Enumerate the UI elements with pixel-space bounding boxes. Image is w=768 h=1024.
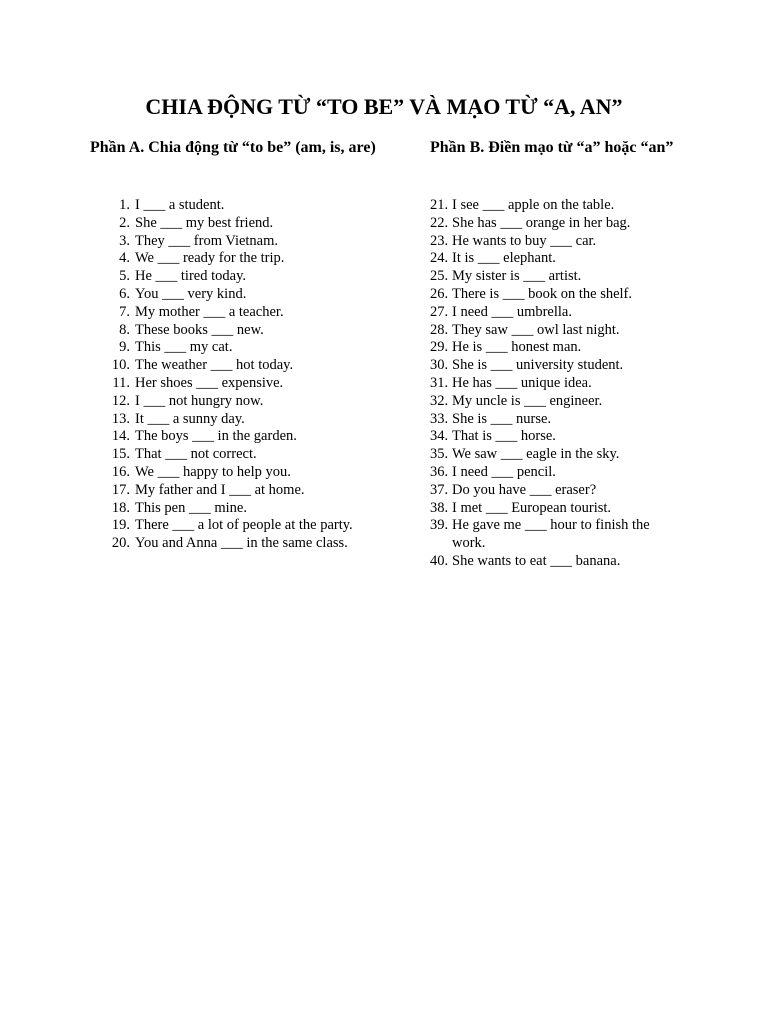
exercise-number: 31. <box>430 374 449 391</box>
exercise-number: 19. <box>111 517 130 534</box>
exercise-item <box>430 357 680 375</box>
exercise-text: The weather ___ hot today. <box>135 357 294 374</box>
exercise-number: 24. <box>430 250 449 267</box>
exercise-item <box>90 197 380 215</box>
exercise-text: It is ___ elephant. <box>452 250 556 267</box>
exercise-text: He has ___ unique idea. <box>452 374 592 391</box>
exercise-item <box>430 446 680 464</box>
exercise-item <box>90 393 380 411</box>
exercise-item <box>430 304 680 322</box>
exercise-item <box>430 233 680 251</box>
exercise-item <box>430 268 680 286</box>
exercise-item <box>430 197 680 215</box>
exercise-text: I met ___ European tourist. <box>452 499 612 516</box>
exercise-number: 3. <box>119 232 130 249</box>
exercise-text: My sister is ___ artist. <box>452 268 582 285</box>
exercise-item <box>430 215 680 233</box>
exercise-text: She is ___ nurse. <box>452 410 552 427</box>
exercise-text: He is ___ honest man. <box>452 339 582 356</box>
exercise-text: She wants to eat ___ banana. <box>452 552 621 569</box>
exercise-text: That ___ not correct. <box>135 446 257 463</box>
exercise-text: The boys ___ in the garden. <box>135 428 297 445</box>
exercise-number: 34. <box>430 428 449 445</box>
exercise-item <box>90 215 380 233</box>
exercise-text: You and Anna ___ in the same class. <box>135 535 348 552</box>
exercise-item <box>90 375 380 393</box>
exercise-number: 16. <box>111 463 130 480</box>
exercise-number: 27. <box>430 303 449 320</box>
exercise-text: It ___ a sunny day. <box>135 410 245 427</box>
exercise-item <box>90 411 380 429</box>
exercise-number: 2. <box>119 214 130 231</box>
exercise-number: 40. <box>430 552 449 569</box>
exercise-item <box>430 411 680 429</box>
exercise-item <box>430 339 680 357</box>
exercise-item <box>430 393 680 411</box>
exercise-text: We ___ happy to help you. <box>135 463 291 480</box>
exercise-item <box>430 250 680 268</box>
part-b-heading: Phần B. Điền mạo từ “a” hoặc “an” <box>430 139 674 156</box>
exercise-item <box>90 339 380 357</box>
exercise-item <box>90 357 380 375</box>
exercise-text: My uncle is ___ engineer. <box>452 392 603 409</box>
exercise-number: 33. <box>430 410 449 427</box>
exercise-number: 36. <box>430 463 449 480</box>
part-a-section <box>90 138 380 552</box>
exercise-number: 21. <box>430 197 449 213</box>
exercise-item <box>430 428 680 446</box>
exercise-item <box>430 286 680 304</box>
exercise-text: I need ___ umbrella. <box>452 303 572 320</box>
exercise-text: Do you have ___ eraser? <box>452 481 597 498</box>
exercise-item <box>90 322 380 340</box>
exercise-number: 13. <box>111 410 130 427</box>
exercise-text: I ___ a student. <box>135 197 225 213</box>
exercise-number: 8. <box>119 321 130 338</box>
exercise-number: 30. <box>430 357 449 374</box>
exercise-text: He ___ tired today. <box>135 268 247 285</box>
exercise-number: 23. <box>430 232 449 249</box>
exercise-item <box>90 250 380 268</box>
exercise-item <box>90 446 380 464</box>
exercise-text: This pen ___ mine. <box>135 499 247 516</box>
exercise-number: 28. <box>430 321 449 338</box>
exercise-item <box>90 268 380 286</box>
part-a-heading: Phần A. Chia động từ “to be” (am, is, are) <box>90 139 376 156</box>
exercise-text: There is ___ book on the shelf. <box>452 285 633 302</box>
exercise-text: I ___ not hungry now. <box>135 392 264 409</box>
exercise-text: She is ___ university student. <box>452 357 624 374</box>
exercise-item <box>430 500 680 518</box>
exercise-number: 25. <box>430 268 449 285</box>
exercise-number: 1. <box>119 197 130 213</box>
exercise-text: She has ___ orange in her bag. <box>452 214 631 231</box>
exercise-number: 35. <box>430 446 449 463</box>
exercise-text: I see ___ apple on the table. <box>452 197 615 213</box>
exercise-text: They saw ___ owl last night. <box>452 321 620 338</box>
exercise-number: 38. <box>430 499 449 516</box>
exercise-text: He gave me ___ hour to finish the work. <box>452 517 650 552</box>
exercise-number: 37. <box>430 481 449 498</box>
exercise-text: She ___ my best friend. <box>135 214 274 231</box>
exercise-number: 4. <box>119 250 130 267</box>
part-a-exercise-list <box>90 197 380 553</box>
exercise-number: 10. <box>111 357 130 374</box>
exercise-item <box>430 517 680 553</box>
exercise-number: 5. <box>119 268 130 285</box>
exercise-item <box>90 535 380 553</box>
exercise-text: Her shoes ___ expensive. <box>135 374 284 391</box>
exercise-text: We saw ___ eagle in the sky. <box>452 446 620 463</box>
exercise-item <box>430 464 680 482</box>
exercise-number: 7. <box>119 303 130 320</box>
exercise-item <box>90 500 380 518</box>
exercise-item <box>90 482 380 500</box>
exercise-number: 39. <box>430 517 449 534</box>
exercise-number: 18. <box>111 499 130 516</box>
exercise-number: 32. <box>430 392 449 409</box>
exercise-text: They ___ from Vietnam. <box>135 232 279 249</box>
part-b-section <box>430 138 680 569</box>
page-title: CHIA ĐỘNG TỪ “TO BE” VÀ MẠO TỪ “A, AN” <box>145 94 623 119</box>
exercise-text: I need ___ pencil. <box>452 463 556 480</box>
exercise-text: That is ___ horse. <box>452 428 556 445</box>
exercise-text: There ___ a lot of people at the party. <box>135 517 353 534</box>
exercise-number: 29. <box>430 339 449 356</box>
exercise-number: 9. <box>119 339 130 356</box>
exercise-text: This ___ my cat. <box>135 339 233 356</box>
exercise-item <box>430 322 680 340</box>
exercise-item <box>90 304 380 322</box>
exercise-item <box>90 286 380 304</box>
exercise-item <box>430 375 680 393</box>
exercise-item <box>90 428 380 446</box>
part-b-exercise-list <box>430 197 680 571</box>
exercise-item <box>430 482 680 500</box>
exercise-text: My father and I ___ at home. <box>135 481 305 498</box>
exercise-item <box>430 553 680 571</box>
exercise-number: 6. <box>119 285 130 302</box>
exercise-number: 15. <box>111 446 130 463</box>
exercise-number: 11. <box>112 374 130 391</box>
exercise-item <box>90 517 380 535</box>
exercise-text: We ___ ready for the trip. <box>135 250 285 267</box>
exercise-number: 26. <box>430 285 449 302</box>
exercise-text: You ___ very kind. <box>135 285 247 302</box>
exercise-number: 17. <box>111 481 130 498</box>
exercise-item <box>90 233 380 251</box>
exercise-number: 14. <box>111 428 130 445</box>
exercise-text: He wants to buy ___ car. <box>452 232 597 249</box>
exercise-number: 20. <box>111 535 130 552</box>
exercise-text: My mother ___ a teacher. <box>135 303 284 320</box>
exercise-number: 22. <box>430 214 449 231</box>
exercise-text: These books ___ new. <box>135 321 264 338</box>
exercise-number: 12. <box>111 392 130 409</box>
exercise-item <box>90 464 380 482</box>
